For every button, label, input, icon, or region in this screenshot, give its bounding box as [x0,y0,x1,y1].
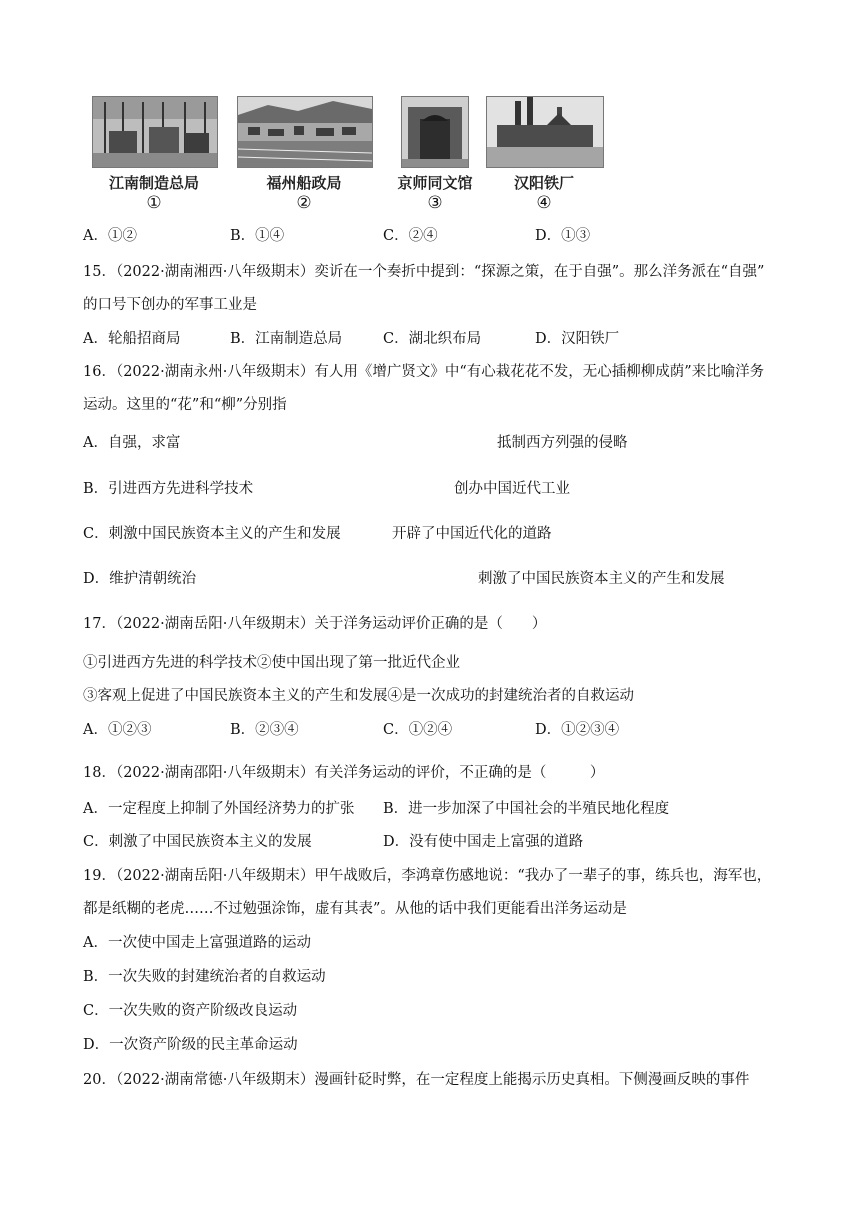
q19-stem-line2: 都是纸糊的老虎……不过勉强涂饰，虚有其表”。从他的话中我们更能看出洋务运动是 [83,901,627,917]
q19-option-a: A．一次使中国走上富强道路的运动 [83,935,311,951]
q20-stem-line1: 20．（2022·湖南常德·八年级期末）漫画针砭时弊，在一定程度上能揭示历史真相。下侧漫画反映的事件 [83,1072,750,1088]
q14-option-c: C．②④ [383,228,438,244]
caption-jiangnan: 江南制造总局 [108,174,199,192]
number-2: ② [296,193,312,213]
q15-option-a: A．轮船招商局 [83,331,181,347]
picture-hanyang [486,96,602,213]
q19-stem-line1: 19．（2022·湖南岳阳·八年级期末）甲午战败后，李鸿章伤感地说：“我办了一辈子的事，练兵也，海军也， [83,868,772,884]
caption-hanyang: 汉阳铁厂 [513,174,574,192]
picture-jiangnan [92,96,216,213]
q17-option-b: B．②③④ [230,722,299,738]
q15-stem-line2: 的口号下创办的军事工业是 [83,297,257,313]
q16-option-c-second: 开辟了中国近代化的道路 [392,526,552,542]
photo-tongwenguan [401,96,469,168]
q18-option-b: B．进一步加深了中国社会的半殖民地化程度 [383,801,670,817]
number-4: ④ [536,193,552,213]
number-1: ① [146,193,162,213]
photo-fuzhou-shipyard [237,96,373,168]
q14-option-a: A．①② [83,228,137,244]
q18-option-d: D．没有使中国走上富强的道路 [383,834,584,850]
q16-option-d: D．维护清朝统治 [83,571,197,587]
q16-stem-line2: 运动。这里的“花”和“柳”分别指 [83,397,287,413]
q17-option-d: D．①②③④ [535,722,620,738]
q15-option-b: B．江南制造总局 [230,331,343,347]
q15-option-c: C．湖北织布局 [383,331,482,347]
caption-tongwenguan: 京师同文馆 [397,174,473,192]
photo-jiangnan-arsenal [92,96,218,168]
q17-stem-line1: 17．（2022·湖南岳阳·八年级期末）关于洋务运动评价正确的是（ ） [83,616,547,632]
picture-tongwenguan [393,96,477,213]
q17-option-a: A．①②③ [83,722,152,738]
q16-option-b-second: 创办中国近代工业 [454,481,570,497]
q16-stem-line1: 16．（2022·湖南永州·八年级期末）有人用《增广贤文》中“有心栽花花不发，无心插柳柳成荫”来比喻洋务 [83,364,765,380]
q16-option-a: A．自强，求富 [83,435,181,451]
q19-option-c: C．一次失败的资产阶级改良运动 [83,1003,298,1019]
q17-option-c: C．①②④ [383,722,453,738]
q16-option-d-second: 刺激了中国民族资本主义的产生和发展 [478,571,725,587]
photo-hanyang-ironworks [486,96,604,168]
q16-option-c: C．刺激中国民族资本主义的产生和发展 [83,526,341,542]
q15-stem-line1: 15．（2022·湖南湘西·八年级期末）奕䜣在一个奏折中提到：“探源之策，在于自强”。那么洋务派在“自强” [83,264,765,280]
q17-stem-line2: ①引进西方先进的科学技术②使中国出现了第一批近代企业 [83,655,460,671]
q19-option-b: B．一次失败的封建统治者的自救运动 [83,969,326,985]
q18-option-c: C．刺激了中国民族资本主义的发展 [83,834,312,850]
caption-fuzhou: 福州船政局 [266,174,342,192]
q18-stem-line1: 18．（2022·湖南邵阳·八年级期末）有关洋务运动的评价，不正确的是（ ） [83,765,605,781]
q16-option-b: B．引进西方先进科学技术 [83,481,254,497]
q15-option-d: D．汉阳铁厂 [535,331,620,347]
picture-fuzhou [237,96,371,213]
q19-option-d: D．一次资产阶级的民主革命运动 [83,1037,298,1053]
q16-option-a-second: 抵制西方列强的侵略 [497,435,628,451]
q17-stem-line3: ③客观上促进了中国民族资本主义的产生和发展④是一次成功的封建统治者的自救运动 [83,688,634,704]
q14-option-d: D．①③ [535,228,591,244]
q14-option-b: B．①④ [230,228,285,244]
q18-option-a: A．一定程度上抑制了外国经济势力的扩张 [83,801,355,817]
number-3: ③ [427,193,443,213]
